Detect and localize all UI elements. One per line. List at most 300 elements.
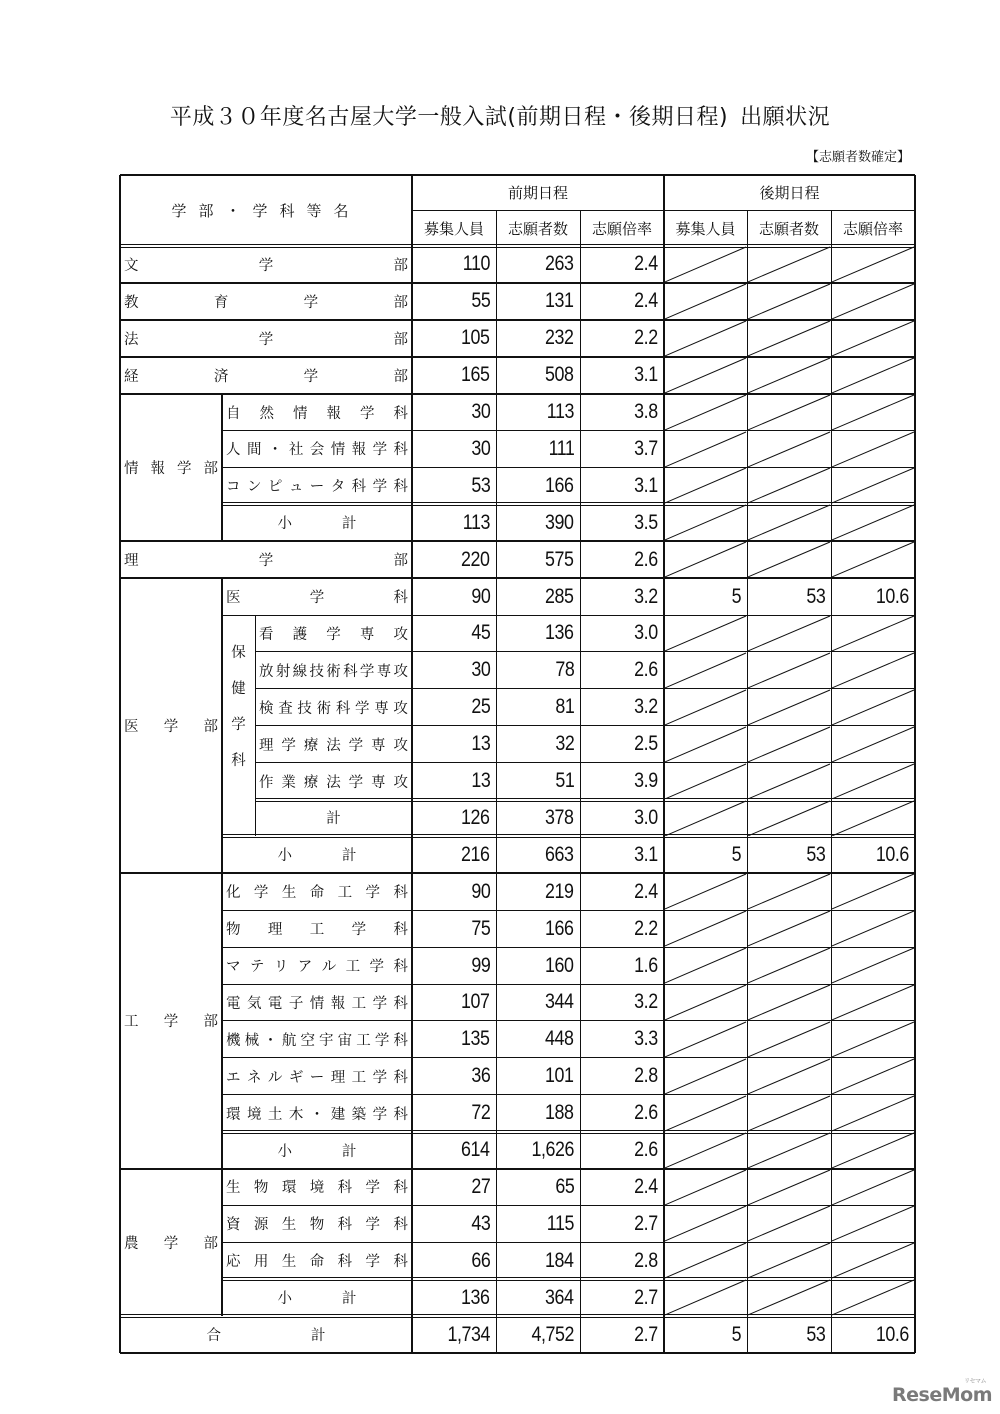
diagonal-empty-icon (747, 283, 831, 320)
char: 放 (259, 663, 274, 680)
zenki-value: 72 (470, 1101, 490, 1125)
char: 計 (326, 811, 341, 828)
char: 情 (293, 405, 308, 422)
zenki-value: 110 (462, 252, 490, 276)
char: 学 (365, 1254, 381, 1271)
dept-label (222, 1169, 412, 1206)
zenki-value: 45 (470, 621, 490, 645)
diagonal-empty-icon (747, 394, 831, 431)
title-main: 平成３０年度名古屋大学一般入試(前期日程・後期日程) (169, 105, 729, 130)
diagonal-empty-icon (831, 1058, 915, 1095)
zenki-value: 2.5 (634, 732, 658, 756)
diagonal-empty-icon (747, 320, 831, 357)
diagonal-empty-icon (664, 431, 747, 468)
char: 攻 (393, 626, 408, 643)
char: 学 (360, 405, 375, 422)
diagonal-empty-icon (831, 947, 915, 984)
char: 宇 (319, 1032, 334, 1049)
char: 専 (371, 737, 386, 754)
char: 計 (342, 516, 357, 533)
zenki-value: 160 (545, 953, 574, 977)
grid-hline (222, 1020, 915, 1021)
diagonal-empty-icon (664, 283, 747, 320)
diagonal-empty-icon (831, 283, 915, 320)
char: 法 (326, 737, 341, 754)
dept-label (255, 763, 412, 800)
grid-hline (120, 872, 915, 874)
grid-hline (222, 1242, 915, 1243)
char: 環 (281, 1180, 297, 1197)
diagonal-empty-icon (831, 431, 915, 468)
diagonal-empty-icon (664, 689, 747, 726)
diagonal-empty-icon (747, 431, 831, 468)
kouki-value: 53 (805, 1322, 825, 1346)
char: 気 (246, 995, 262, 1012)
char: 会 (309, 442, 325, 459)
grid-hline (120, 1317, 915, 1318)
dept-label (222, 467, 412, 504)
dept-label (222, 431, 412, 468)
char: 農 (124, 1235, 139, 1252)
diagonal-empty-icon (747, 800, 831, 837)
zenki-value: 99 (470, 953, 490, 977)
grid-hline (255, 688, 915, 689)
diagonal-empty-icon (831, 1095, 915, 1132)
grid-hline (255, 762, 915, 763)
zenki-value: 184 (545, 1248, 574, 1272)
diagonal-empty-icon (747, 1132, 831, 1169)
faculty-label (120, 357, 412, 394)
zenki-value: 53 (470, 473, 490, 497)
char: 源 (253, 1217, 269, 1234)
char: 木 (288, 1106, 304, 1123)
zenki-value: 663 (545, 842, 574, 866)
zenki-value: 390 (545, 510, 574, 534)
char: 学 (163, 1014, 179, 1031)
diagonal-empty-icon (664, 984, 747, 1021)
char: 科 (393, 922, 408, 939)
zenki-value: 75 (470, 916, 490, 940)
char: コ (226, 479, 241, 496)
diagonal-empty-icon (831, 1132, 915, 1169)
char: 科 (337, 1254, 353, 1271)
char: 人 (226, 442, 241, 459)
diagonal-empty-icon (664, 246, 747, 283)
grid-hline (222, 505, 915, 506)
zenki-value: 216 (461, 842, 490, 866)
zenki-value: 136 (545, 621, 574, 645)
char: 部 (393, 331, 408, 348)
zenki-value: 101 (545, 1064, 574, 1088)
char: 情 (124, 460, 139, 477)
char: 学 (372, 1106, 388, 1123)
char: 攻 (393, 737, 408, 754)
grid-hline (120, 244, 915, 245)
char: 工 (351, 995, 367, 1012)
char: 小 (277, 1291, 292, 1308)
char: 技 (309, 663, 324, 680)
grid-vline (747, 210, 748, 1353)
zenki-value: 364 (545, 1285, 574, 1309)
zenki-value: 2.4 (634, 252, 658, 276)
char: 学 (359, 663, 375, 680)
char: 然 (259, 405, 274, 422)
char: 科 (351, 479, 367, 496)
diagonal-empty-icon (664, 800, 747, 837)
zenki-value: 90 (470, 584, 490, 608)
char: 工 (309, 922, 325, 939)
char: 療 (303, 774, 319, 791)
zenki-value: 166 (545, 916, 574, 940)
char: 学 (374, 1032, 390, 1049)
char: 化 (226, 885, 241, 902)
grid-hline (222, 1280, 915, 1281)
char: ギ (288, 1069, 304, 1086)
grand-total-label (120, 1316, 412, 1353)
char: ア (297, 959, 313, 976)
char: 報 (326, 405, 341, 422)
grid-hline (120, 319, 915, 321)
diagonal-empty-icon (747, 873, 831, 910)
diagonal-empty-icon (664, 1242, 747, 1279)
grid-hline (120, 247, 915, 248)
zenki-value: 285 (545, 584, 574, 608)
char: 育 (213, 294, 229, 311)
char: 部 (393, 294, 408, 311)
char: 理 (124, 553, 139, 570)
char: ュ (288, 479, 304, 496)
char: 査 (278, 700, 293, 717)
diagonal-empty-icon (747, 1242, 831, 1279)
char: 航 (281, 1032, 297, 1049)
diagonal-empty-icon (747, 1279, 831, 1316)
char: 学 (365, 1180, 381, 1197)
diagonal-empty-icon (831, 726, 915, 763)
char: 学 (365, 1217, 381, 1234)
zenki-value: 166 (545, 473, 574, 497)
faculty-label (120, 246, 412, 283)
char: 電 (226, 995, 241, 1012)
diagonal-empty-icon (747, 910, 831, 947)
char: 健 (231, 681, 246, 698)
zenki-value: 25 (470, 695, 490, 719)
grid-hline (120, 577, 915, 579)
diagonal-empty-icon (831, 504, 915, 541)
zenki-value: 3.1 (634, 842, 658, 866)
char: 攻 (393, 774, 408, 791)
char: 法 (326, 774, 341, 791)
grid-hline (222, 834, 915, 835)
subtotal-label (222, 504, 412, 541)
kouki-value: 53 (805, 842, 825, 866)
diagonal-empty-icon (664, 1279, 747, 1316)
diagonal-empty-icon (747, 689, 831, 726)
dept-label (255, 615, 412, 652)
char: 学 (372, 1069, 388, 1086)
char: 看 (259, 626, 274, 643)
dept-label (222, 984, 412, 1021)
diagonal-empty-icon (664, 541, 747, 578)
header-sub-col-2: 志願倍率 (591, 219, 652, 238)
grid-hline (222, 837, 915, 838)
grid-hline (120, 174, 915, 176)
zenki-value: 2.4 (634, 289, 658, 313)
diagonal-empty-icon (831, 689, 915, 726)
char: 学 (253, 885, 269, 902)
char: 報 (351, 442, 367, 459)
char: 学 (163, 719, 179, 736)
char: 術 (326, 663, 341, 680)
dept-label (222, 1021, 412, 1058)
char: 科 (393, 590, 408, 607)
char: 専 (359, 626, 375, 643)
zenki-value: 2.2 (634, 916, 658, 940)
grid-vline (663, 175, 665, 1353)
zenki-value: 3.8 (634, 400, 658, 424)
zenki-value: 65 (554, 1174, 574, 1198)
zenki-value: 66 (470, 1248, 490, 1272)
faculty-label-igaku (120, 578, 222, 873)
zenki-value: 3.9 (634, 769, 658, 793)
diagonal-empty-icon (831, 615, 915, 652)
zenki-value: 135 (461, 1027, 490, 1051)
grid-hline (255, 725, 915, 726)
char: 命 (309, 885, 325, 902)
zenki-value: 2.7 (634, 1322, 658, 1346)
char: 生 (281, 1254, 297, 1271)
grid-hline (222, 502, 915, 503)
grid-hline (222, 1057, 915, 1058)
char: 学 (258, 257, 274, 274)
diagonal-empty-icon (831, 984, 915, 1021)
char: 科 (393, 1106, 408, 1123)
diagonal-empty-icon (747, 763, 831, 800)
char: 科 (343, 663, 358, 680)
grid-vline (831, 210, 832, 1353)
subtotal-label (222, 1132, 412, 1169)
diagonal-empty-icon (831, 246, 915, 283)
char: テ (249, 959, 265, 976)
char: 学 (281, 737, 296, 754)
grid-hline (222, 1133, 915, 1134)
zenki-value: 2.8 (634, 1248, 658, 1272)
char: ー (309, 479, 325, 496)
zenki-value: 55 (470, 289, 490, 313)
zenki-value: 2.6 (634, 547, 658, 571)
char: 部 (203, 1235, 218, 1252)
dept-label (255, 726, 412, 763)
char: 科 (393, 995, 408, 1012)
char: 部 (203, 719, 218, 736)
char: 工 (351, 1069, 367, 1086)
diagonal-empty-icon (831, 1205, 915, 1242)
zenki-value: 575 (545, 547, 574, 571)
char: 学 (177, 460, 192, 477)
zenki-value: 614 (461, 1138, 490, 1162)
hoken-group-label (222, 615, 255, 800)
zenki-value: 2.2 (634, 326, 658, 350)
zenki-value: 3.0 (634, 805, 658, 829)
char: 学 (369, 959, 385, 976)
char: 築 (351, 1106, 367, 1123)
diagonal-empty-icon (747, 1058, 831, 1095)
char: 経 (124, 368, 139, 385)
char: 文 (124, 257, 139, 274)
dept-label (255, 652, 412, 689)
char: 科 (393, 1217, 408, 1234)
char: 資 (226, 1217, 241, 1234)
grid-hline (120, 540, 915, 542)
zenki-value: 3.2 (634, 695, 658, 719)
zenki-value: 30 (470, 436, 490, 460)
diagonal-empty-icon (831, 320, 915, 357)
dept-label (222, 1095, 412, 1132)
char: 科 (393, 885, 408, 902)
char: マ (226, 959, 241, 976)
grid-hline (222, 467, 915, 468)
zenki-value: 3.5 (634, 510, 658, 534)
diagonal-empty-icon (664, 1205, 747, 1242)
diagonal-empty-icon (747, 1205, 831, 1242)
zenki-value: 32 (554, 732, 574, 756)
diagonal-empty-icon (664, 504, 747, 541)
char: 検 (259, 700, 274, 717)
diagonal-empty-icon (664, 1095, 747, 1132)
diagonal-empty-icon (664, 763, 747, 800)
char: 物 (226, 922, 241, 939)
diagonal-empty-icon (831, 1021, 915, 1058)
zenki-value: 36 (470, 1064, 490, 1088)
char: 子 (288, 995, 304, 1012)
faculty-label (120, 541, 412, 578)
diagonal-empty-icon (747, 504, 831, 541)
kouki-value: 5 (731, 1322, 741, 1346)
zenki-value: 30 (470, 400, 490, 424)
char: 攻 (393, 700, 408, 717)
diagonal-empty-icon (747, 357, 831, 394)
char: 工 (124, 1014, 139, 1031)
char: ・ (263, 1032, 278, 1049)
char: ・ (309, 1106, 325, 1123)
zenki-value: 344 (545, 990, 574, 1014)
char: 学 (348, 737, 364, 754)
diagonal-empty-icon (664, 394, 747, 431)
grid-hline (120, 1168, 915, 1170)
char: 専 (371, 774, 386, 791)
diagonal-empty-icon (747, 615, 831, 652)
char: 報 (150, 460, 165, 477)
zenki-value: 30 (470, 658, 490, 682)
grid-hline (120, 1314, 915, 1315)
zenki-value: 115 (546, 1211, 574, 1235)
char: 学 (309, 590, 325, 607)
zenki-value: 3.3 (634, 1027, 658, 1051)
diagonal-empty-icon (747, 947, 831, 984)
char: ル (321, 959, 337, 976)
header-zenki: 前期日程 (507, 184, 568, 202)
grid-hline (120, 393, 915, 395)
char: 工 (345, 959, 361, 976)
zenki-value: 165 (461, 363, 490, 387)
char: 作 (259, 774, 274, 791)
char: 学 (231, 717, 246, 734)
diagonal-empty-icon (664, 947, 747, 984)
char: 生 (281, 1217, 297, 1234)
char: 専 (374, 700, 389, 717)
diagonal-empty-icon (831, 763, 915, 800)
char: 学 (163, 1235, 179, 1252)
char: 科 (393, 1254, 408, 1271)
char: 保 (231, 645, 246, 662)
diagonal-empty-icon (747, 1095, 831, 1132)
diagonal-empty-icon (664, 357, 747, 394)
faculty-label-joho (120, 394, 222, 542)
char: 工 (356, 1032, 371, 1049)
zenki-value: 2.6 (634, 658, 658, 682)
grid-hline (222, 910, 915, 911)
header-sub-col-3: 募集人員 (675, 219, 736, 238)
char: 小 (277, 848, 292, 865)
header-sub-col-4: 志願者数 (758, 219, 819, 238)
zenki-value: 131 (545, 289, 574, 313)
grid-vline (496, 210, 497, 1353)
char: 情 (309, 995, 325, 1012)
char: 工 (337, 885, 353, 902)
grid-vline (914, 175, 916, 1353)
diagonal-empty-icon (831, 541, 915, 578)
char: 科 (393, 1032, 408, 1049)
zenki-value: 43 (470, 1211, 490, 1235)
char: 術 (316, 700, 332, 717)
zenki-value: 2.4 (634, 879, 658, 903)
header-sub-col-1: 志願者数 (507, 219, 568, 238)
grid-vline (221, 1169, 223, 1317)
char: 境 (246, 1106, 262, 1123)
zenki-value: 2.4 (634, 1174, 658, 1198)
char: 械 (244, 1032, 260, 1049)
char: 機 (226, 1032, 241, 1049)
char: 技 (297, 700, 312, 717)
diagonal-empty-icon (747, 541, 831, 578)
zenki-value: 51 (554, 769, 574, 793)
char: リ (273, 959, 289, 976)
char: 科 (393, 1180, 408, 1197)
dept-label (255, 689, 412, 726)
zenki-value: 508 (545, 363, 574, 387)
grid-hline (222, 430, 915, 431)
char: 攻 (393, 663, 408, 680)
diagonal-empty-icon (664, 652, 747, 689)
grid-vline (221, 578, 223, 873)
diagonal-empty-icon (664, 1132, 747, 1169)
char: ー (309, 1069, 325, 1086)
char: 小 (277, 1143, 292, 1160)
grid-vline (411, 175, 412, 1353)
grid-hline (222, 615, 915, 616)
diagonal-empty-icon (664, 910, 747, 947)
diagonal-empty-icon (747, 1021, 831, 1058)
grid-vline (221, 394, 223, 542)
char: 社 (288, 442, 304, 459)
zenki-value: 3.1 (634, 363, 658, 387)
dept-label (222, 1058, 412, 1095)
char: 線 (292, 663, 308, 680)
header-kouki: 後期日程 (759, 184, 820, 202)
zenki-value: 3.1 (634, 473, 658, 497)
char: 計 (342, 1143, 357, 1160)
char: 土 (267, 1106, 283, 1123)
char: 学 (365, 885, 381, 902)
